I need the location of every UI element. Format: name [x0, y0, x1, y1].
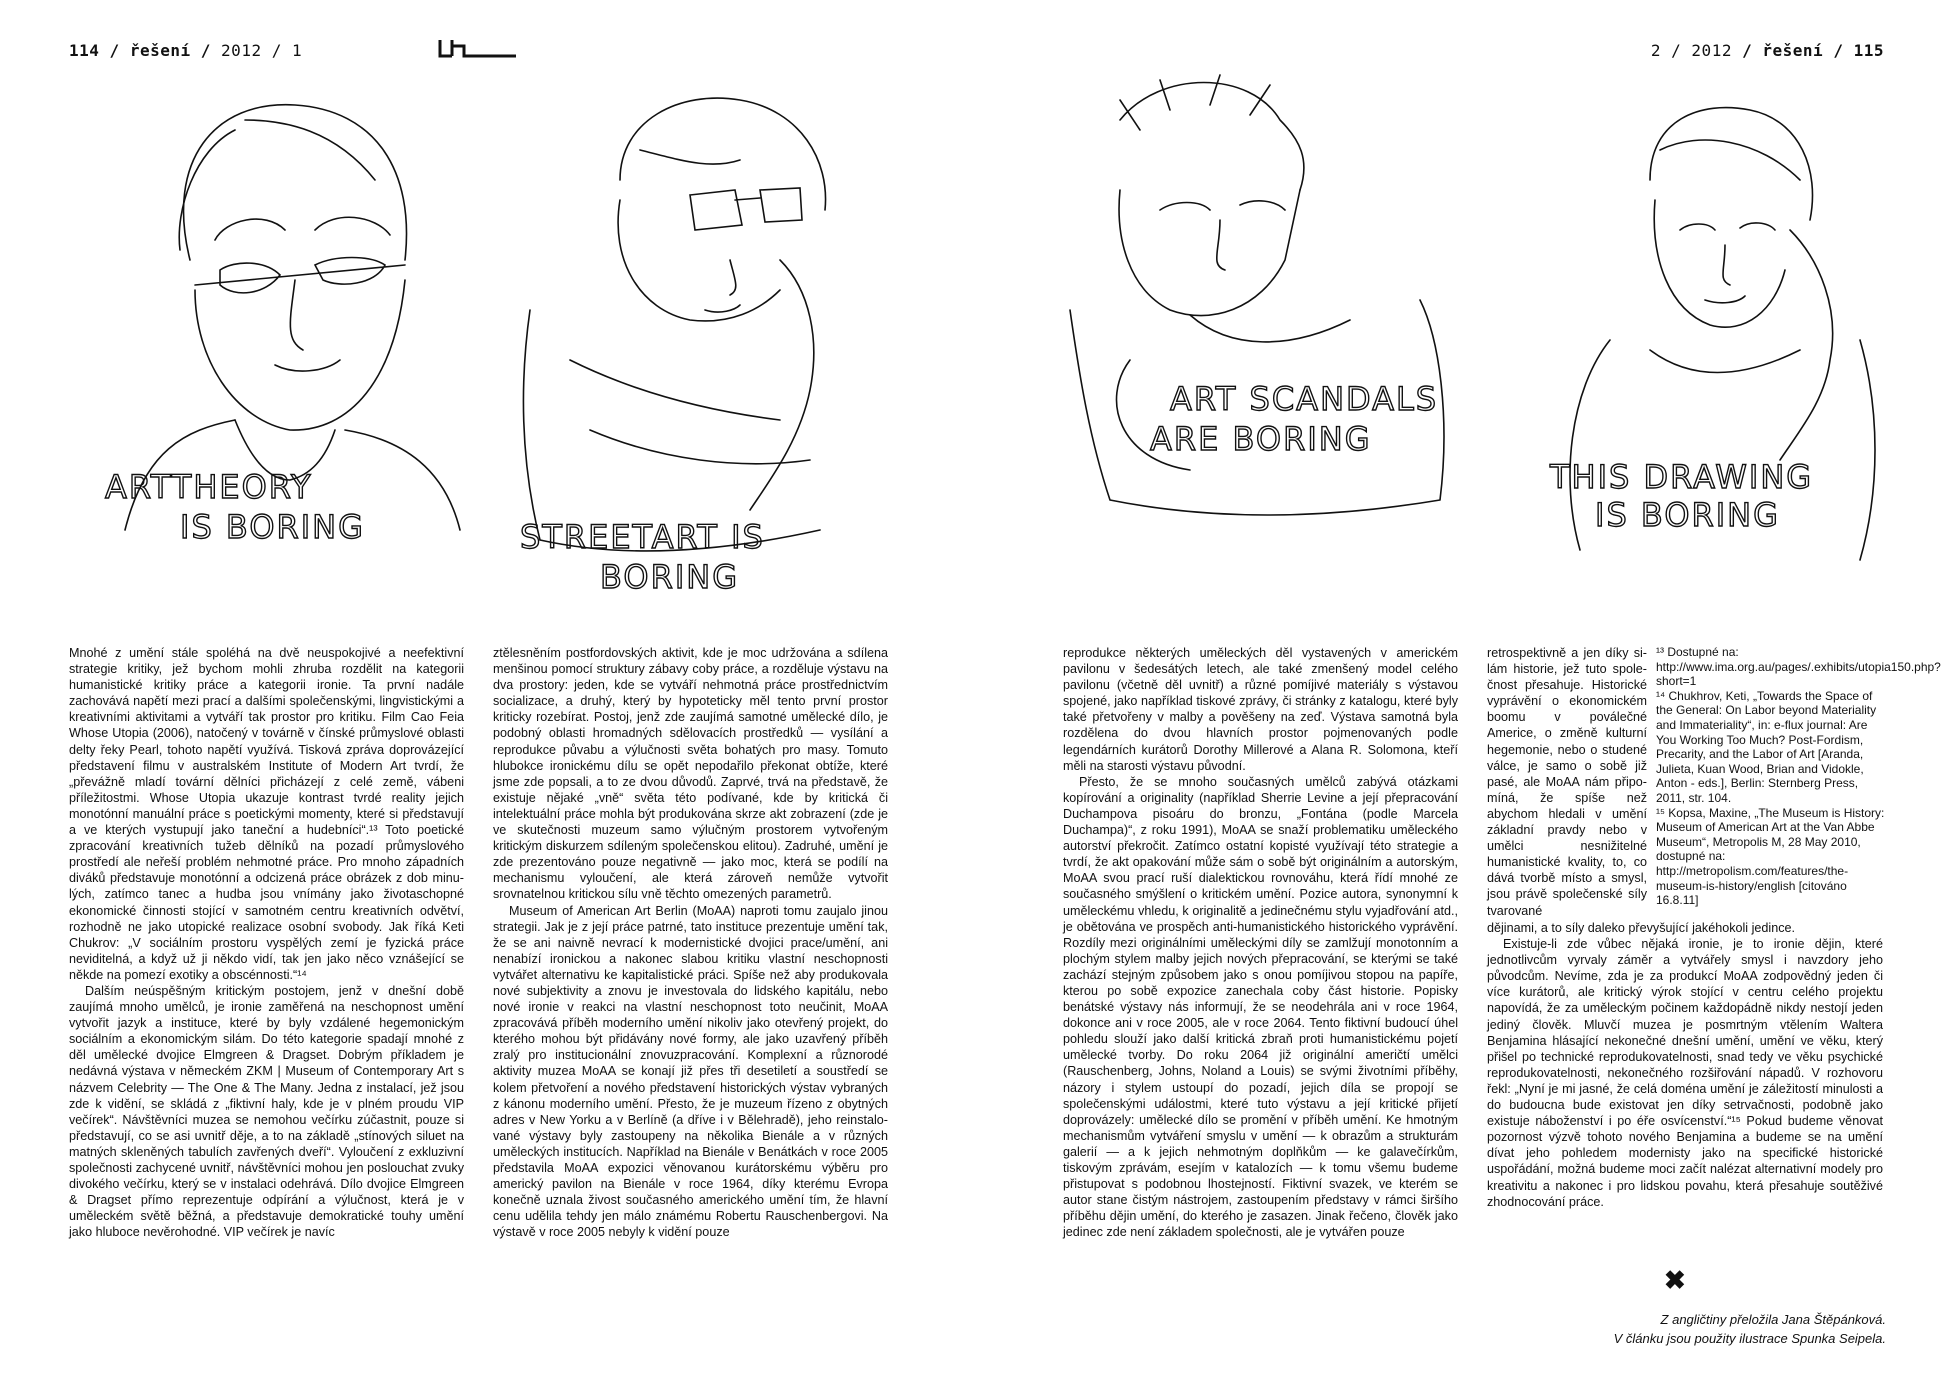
end-mark-icon: ✖	[1664, 1265, 1686, 1295]
illustration-caption-line: ART SCANDALS	[1170, 380, 1439, 418]
paragraph: Museum of American Art Berlin (MoAA) naproti tomu zaujalo jinou strategii. Jak je z její práce patrné, tato instituce prezentuje umění tak, že se ani naivně nevrací k modernistické dvojici prace/umění, ani nenabízí ironickou a nakonec slabou kritiku vlastní neschopnosti vytvářet alternativu ke kapitalistické práci. Spíše než aby produkovala nové subjektivity a znovu je investovala do lidského kapitálu, nebo nové ironie v reakci na vlastní neschopnost toto neučinit, MoAA zpracovává příběh moderního umění nikoliv jako otevřený projekt, do kterého mohou být přidávány nové formy, ale jako uzavřený příběh zralý pro institucionální znovuzpracování. Komplexní a různorodé aktivity muzea MoAA se konají již přes tři desetiletí a soustředí se kolem přetvoření a nového představení historických výstav vybraných z kánonu moderního umění. Přesto, že je muzeum řízeno z obytných adres v New Yorku a v Berlíně (a dříve i v Bělehradě), jeho reinstalované výstavy byly zastoupeny na několika Bienále a v různých uměleckých institucích. Například na Bienále v Benátkách v roce 2005 představila MoAA expozici věnovanou kurátorskému výběru pro americký pavilon na Bienále v roce 1964, díky kterému Evropa konečně uznala živost současného amerického umění tím, že hlavní cenu udělila tehdy jen málo známému Robertu Rauschenbergovi. Na výstavě v roce 2005 nebyly k vidění pouze	[493, 903, 888, 1240]
illustration-caption-line: IS BORING	[1595, 496, 1780, 534]
illustration-caption-line: ARE BORING	[1150, 420, 1372, 458]
translator-credit: Z angličtiny přeložila Jana Štěpánková.	[1660, 1312, 1886, 1327]
article-column-4-top	[1487, 645, 1647, 919]
folio-right: 2 / 2012 / řešení / 115	[1650, 41, 1884, 60]
illustration-caption-line: ARTTHEORY	[105, 468, 313, 506]
portrait-illustration-2	[480, 60, 900, 620]
issue-number: 2012 / 1	[221, 41, 303, 60]
illustration-caption-line: THIS DRAWING	[1550, 458, 1814, 496]
issue-number: 2 / 2012	[1650, 41, 1732, 60]
article-column-2	[493, 645, 888, 1240]
illustration-caption-line: STREETART IS	[520, 518, 765, 556]
portrait-illustration-4	[1480, 60, 1900, 600]
footnote-13: ¹³ Dostupné na: http://www.ima.org.au/pages/.exhibits/utopia150.php?short=1	[1656, 645, 1941, 689]
footnote-15: ¹⁵ Kopsa, Maxine, „The Museum is History: Museum of American Art at the Van Abbe Museum“, Metropolis M, 28 May 2010, dostupné na: http://metropolism.com/features/the-museum-is-history/english [citováno 16.8.11]	[1656, 805, 1885, 908]
paragraph: retrospektivně a jen díky silám historie, jež tuto společnost přesahuje. Historické vyprávění o ekonomickém boomu v poválečné Americe, o změně kulturní hegemonie, nebo o studené válce, je samo o sobě již pasé, ale MoAA nám připomíná, že spíše než abychom hledali v umění základní pravdy nebo v umělci nesnižitelné humanistické kvality, to, co dává tvorbě místo a smysl, jsou právě společenské síly tvarované	[1487, 646, 1647, 918]
article-column-4-bottom	[1487, 920, 1883, 1210]
illustration-caption-line: IS BORING	[180, 508, 365, 546]
portrait-illustration-1	[85, 60, 485, 590]
footnotes	[1656, 645, 1941, 908]
paragraph: Přesto, že se mnoho současných umělců zabývá otázkami kopírování a originality (například Sherrie Levine a její přepracování Duchampova pisoáru do bronzu, „Fontána (podle Marcela Duchampa)“, z roku 1991), MoAA se snaží problematiku uměleckého autorství překročit. Zatímco ostatní kopisté využívají této strategie a tvrdí, že akt opakování může sám o sobě být originálním a autorským, MoAA svou prací ruší dialektickou rovnováhu, která řídí mnohé ze současného smýšlení o kritickém umění. Pozice autora, synonymní k uměleckému vhledu, k originalitě a jedinečnému stylu vyjadřování atd., je obětována ve prospěch anti-humanistického historického vyprávění. Rozdíly mezi originálními uměleckými díly se zamlžují monotonním a plochým stylem malby jejich nových přepracování, se kterými se také zachází stejným způsobem jako s onou pomíjivou stopou na papíře, kterou po sobě expozice zanechala coby část historie. Popisky benátské výstavy nás informují, že se neodehrála ani v roce 1964, dokonce ani v roce 2005, ale v roce 2064. Tento fiktivní budoucí úhel pohledu slouží jako další kritická zbraň proti humanistickému pojetí umělecké tvorby. Do roku 2064 již originální američtí umělci (Rauschenberg, Johns, Noland a Louis) se svými životními příběhy, názory i stylem ustoupí do pozadí, jejich díla se propojí se společenskými událostmi, které tuto výstavu a její kritické přijetí doprovázely: umělecké dílo se promění v příběh umění. Ke hmotným mechanismům vytváření smyslu v umění — k obrazům a strukturám galerií — a k jejich nehmotným doplňkům — ke galavečírkům, tiskovým zprávám, esejím v katalozích — k tomu všemu budeme přistupovat s podobnou lhostejností. Fiktivní svazek, ve kterém se autor stane čistým nástrojem, zastoupením představy v rámci širšího příběhu dějin umění, do kterého je zasazen. Jinak řečeno, člověk jako jedinec zde není základem společnosti, ale je vytvářen pouze	[1063, 774, 1458, 1240]
illustration-caption-line: BORING	[600, 558, 739, 596]
page-number: 114	[69, 41, 100, 60]
section-name: řešení	[1762, 41, 1824, 60]
credits	[1614, 1310, 1886, 1348]
section-name: řešení	[129, 41, 191, 60]
article-column-3	[1063, 645, 1458, 1240]
paragraph: Dalším neúspěšným kritickým postojem, jenž v dnešní době zaujímá mnoho umělců, je ironie zaměřená na neschopnost umění vytvořit jazyk a instituce, které by byly vzdálené hegemonickým sociálním a ekonomickým silám. Do této kategorie spadají mnohé z děl umělecké dvojice Elmgreen & Dragset. Dobrým příkladem je nedávná výstava v německém ZKM | Museum of Contemporary Art s názvem Celebrity — The One & The Many. Jedna z instalací, jež jsou zde k vidění, se skládá z „fiktivní haly, kde je v plném proudu VIP večírek“. Návštěvníci muzea se nemohou večírku zúčastnit, pouze si představují, co se asi uvnitř děje, a to na základě „stínových siluet na matných skleněných tabulích zavřených dveří“. Vyloučení z exkluzivní společnosti zachycené uvnitř, návštěvníci mohou jen poslouchat zvuky divokého večírku, který se v instalaci odehrává. Dílo dvojice Elmgreen & Dragset přímo reprezentuje odpírání a výlučnost, která je v uměleckém světě běžná, a představuje demokratické touhy umění jako hluboce nevěrohodné. VIP večírek je navíc	[69, 983, 464, 1240]
footnote-14: ¹⁴ Chukhrov, Keti, „Towards the Space of the General: On Labor beyond Materiality and Immateriality“, in: e-flux journal: Are You Working Too Much? Post-Fordism, Precarity, and the Labor of Art [Aranda, Julieta, Kuan Wood, Brian and Vidokle, Anton - eds.], Berlin: Sternberg Press, 2011, str. 104.	[1656, 688, 1877, 805]
page-number: 115	[1853, 41, 1884, 60]
paragraph: Mnohé z umění stále spoléhá na dvě neuspokojivé a neefektivní strategie kritiky, jež bychom mohli zhruba rozdělit na kategorii humanistické kritiky práce a kategorii ironie. Ta první nadále zachovává napětí mezi prací a dalšími společenskými, lingvistickými a kreativními aktivitami a vytváří tak prostor pro kritiku. Film Cao Feia Whose Utopia (2006), natočený v továrně v čínské průmyslové oblasti delty řeky Pearl, tohoto napětí využívá. Tisková zpráva doprovázející představení filmu v australském Institute of Modern Art tvrdí, že „převážně mladí tovární dělníci přicházejí z celé země, vábeni příležitostmi. Whose Utopia ukazuje kontrast tvrdé reality jejich monotónní manuální práce s poetickými momenty, které si představují a ve kterých vystupují jako taneční a hudebníci“.¹³ Toto poetické zpracování kreativních tužeb dělníků na pozadí průmyslového prostředí ale neřeší problém nehmotné práce. Pro mnoho západních diváků představuje monotónní a odcizená práce obrázek z dob minulých, zatímco tanec a hudba jsou vnímány jako životaschopné ekonomické činnosti stojící v samotném centru kreativních odvětví, rozhodně ne jako utopické realizace osobní svobody. Jak říká Keti Chukrov: „V sociálním prostoru vyspělých zemí je fyzická práce neviditelná, a když už ji někdo vidí, tak jen jako něco vznášející se někde na pomezí exotiky a obscénnosti.“¹⁴	[69, 646, 464, 982]
article-column-1	[69, 645, 464, 1240]
paragraph: ztělesněním postfordovských aktivit, kde je moc udržována a sdílena menšinou pomocí struktury zábavy coby práce, a rozděluje výstavu na dva prostory: jeden, kde se vytváří nehmotná práce prostřednictvím socializace, a druhý, který by hypoteticky měl tento první prostor kriticky rozebírat. Postoj, jenž zde zaujímá samotné umělecké dílo, je podobný oblasti hromadných sdělovacích prostředků — vysílání a reprodukce půvabu a výlučnosti světa bohatých pro masy. Tomuto hlubokce ironickému dílu se opět nepodařilo překonat obtíže, které jsme zde popsali, a to ze dvou důvodů. Zaprvé, trvá na představě, že existuje nějaké „vně“ světa této podívané, kde by kritická či intelektuální práce mohla být produkována skrze akt zobrazení (zde je ve skutečnosti muzeum samo výlučným prostorem vytvořeným kritickým diskurzem sdíleným společenskou elitou). Zadruhé, umění je zde prezentováno pouze negativně — jako moc, která se podílí na mechanismu vyloučení, ale která zároveň nemůže vytvořit srovnatelnou kritickou sílu vně těchto omezených parametrů.	[493, 646, 888, 902]
folio-left: 114 / řešení / 2012 / 1	[69, 41, 303, 60]
paragraph: dějinami, a to síly daleko převyšující jakéhokoli jedince.	[1487, 921, 1796, 935]
paragraph: Existuje-li zde vůbec nějaká ironie, je to ironie dějin, které jednotlivcům vyrvaly záměr a vytvářely smysl i navzdory jeho původcům. Nevíme, zda je za produkcí MoAA zodpovědný jeden či více kurátorů, ale kritický výrok stojící v centru celého projektu napovídá, že za uměleckým počinem každopádně nikdy nestojí jeden jediný člověk. Mluvčí muzea je posmrtným vtělením Waltera Benjamina hlásající nekonečné dnešní umění, umění ve věku, který přišel po technické reprodukovatelnosti, snad tedy ve věku psychické reprodukovatelnosti, nekonečného rozšiřování nápadů. V rozhovoru řekl: „Nyní je mi jasné, že celá doména umění je záležitostí minulosti a do budoucna bude existovat jen díky setrvačnosti, podobně jako existuje náboženství i po éře osvícenství.“¹⁵ Pokud budeme věnovat pozornost výzvě tohoto nového Benjamina a budeme se na umění dívat jeho pohledem modernisty jako na specifické historické uspořádání, možná budeme moci začít nalézat alternativní modely pro kreativitu a nakonec i pro lidskou povahu, která přesahuje soutěživé zhodnocování práce.	[1487, 937, 1883, 1209]
paragraph: reprodukce některých uměleckých děl vystavených v americkém pavilonu v šedesátých letech, ale také zmenšený model celého pavilonu (včetně děl uvnitř) a různé pomíjivé materiály s výstavou spojené, jako například tiskové zprávy, či stránky z katalogu, které byly také přetvořeny v malby a pověšeny na zeď. Výstava samotná byla rozdělena do dvou hlavních prostor pojmenovaných podle legendárních kurátorů Dorothy Millerové a Alana R. Solomona, kteří měli na starosti výstavu původní.	[1063, 646, 1458, 773]
portrait-illustration-3	[1060, 60, 1480, 580]
magazine-logo	[438, 36, 518, 60]
illustration-credit: V článku jsou použity ilustrace Spunka Seipela.	[1613, 1331, 1886, 1346]
